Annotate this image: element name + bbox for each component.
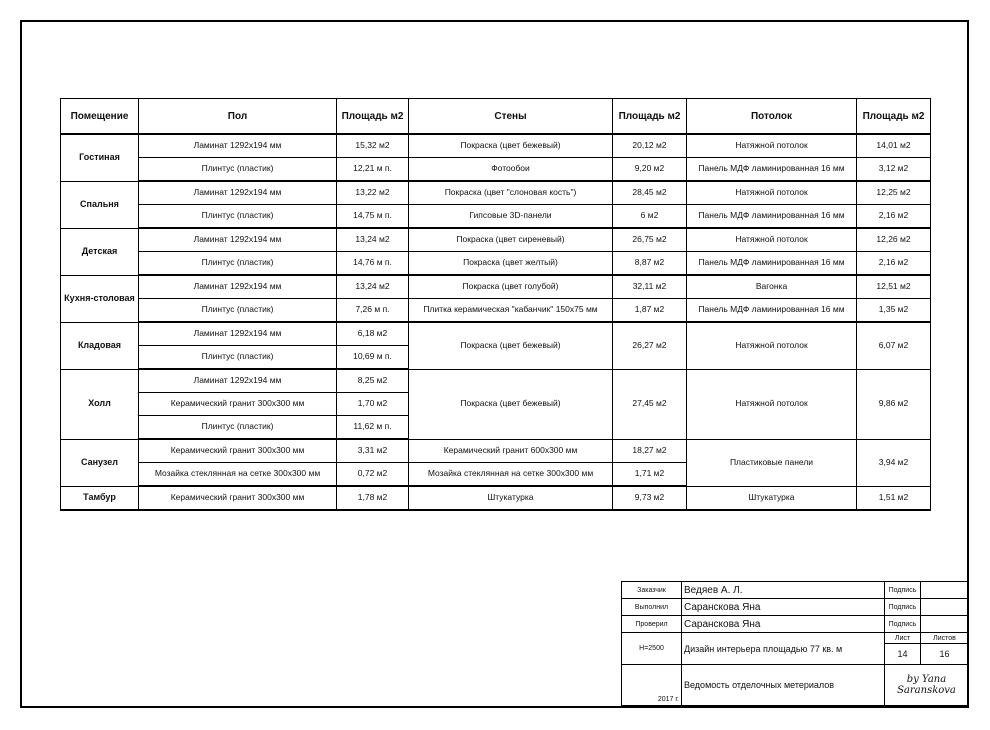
floor-area: 6,18 м2: [337, 322, 409, 346]
floor-material: Плинтус (пластик): [139, 252, 337, 276]
room-name: Детская: [61, 228, 139, 275]
ceiling-area: 6,07 м2: [857, 322, 931, 369]
signature-cell: [921, 616, 969, 633]
wall-area: 32,11 м2: [613, 275, 687, 299]
floor-material: Керамический гранит 300х300 мм: [139, 439, 337, 463]
floor-material: Плинтус (пластик): [139, 205, 337, 229]
wall-material: Гипсовые 3D-панели: [409, 205, 613, 229]
ceiling-material: Вагонка: [687, 275, 857, 299]
wall-area: 9,20 м2: [613, 158, 687, 182]
wall-material: Мозайка стеклянная на сетке 300х300 мм: [409, 463, 613, 487]
document-title: Ведомость отделочных метериалов: [682, 665, 885, 706]
floor-material: Ламинат 1292х194 мм: [139, 275, 337, 299]
wall-area: 28,45 м2: [613, 181, 687, 205]
floor-material: Мозайка стеклянная на сетке 300х300 мм: [139, 463, 337, 487]
floor-area: 8,25 м2: [337, 369, 409, 393]
header-floor: Пол: [139, 99, 337, 135]
room-name: Санузел: [61, 439, 139, 486]
wall-area: 8,87 м2: [613, 252, 687, 276]
wall-material: Плитка керамическая "кабанчик" 150х75 мм: [409, 299, 613, 323]
wall-material: Покраска (цвет голубой): [409, 275, 613, 299]
ceiling-area: 2,16 м2: [857, 252, 931, 276]
header-ceiling-area: Площадь м2: [857, 99, 931, 135]
floor-material: Ламинат 1292х194 мм: [139, 134, 337, 158]
executor-name: Саранскова Яна: [682, 599, 885, 616]
year: 2017 г.: [622, 665, 682, 706]
checker-label: Проверил: [622, 616, 682, 633]
wall-material: Керамический гранит 600х300 мм: [409, 439, 613, 463]
table-row: [61, 228, 931, 252]
floor-material: Плинтус (пластик): [139, 158, 337, 182]
room-name: Кухня-столовая: [61, 275, 139, 322]
table-row: [61, 369, 931, 393]
sheet-number: 14: [885, 644, 921, 665]
header-ceiling: Потолок: [687, 99, 857, 135]
wall-material: Покраска (цвет бежевый): [409, 322, 613, 369]
ceiling-material: Панель МДФ ламинированная 16 мм: [687, 299, 857, 323]
title-block: [621, 581, 969, 706]
ceiling-area: 12,26 м2: [857, 228, 931, 252]
floor-area: 1,78 м2: [337, 486, 409, 510]
ceiling-area: 3,12 м2: [857, 158, 931, 182]
ceiling-area: 12,25 м2: [857, 181, 931, 205]
wall-material: Штукатурка: [409, 486, 613, 510]
ceiling-material: Панель МДФ ламинированная 16 мм: [687, 252, 857, 276]
room-name: Тамбур: [61, 486, 139, 510]
table-row: [61, 134, 931, 158]
floor-area: 14,76 м п.: [337, 252, 409, 276]
header-floor-area: Площадь м2: [337, 99, 409, 135]
wall-area: 1,71 м2: [613, 463, 687, 487]
wall-material: Покраска (цвет сиреневый): [409, 228, 613, 252]
executor-label: Выполнил: [622, 599, 682, 616]
table-header: [61, 99, 931, 135]
wall-area: 26,75 м2: [613, 228, 687, 252]
floor-area: 14,75 м п.: [337, 205, 409, 229]
ceiling-material: Натяжной потолок: [687, 134, 857, 158]
table-row: [61, 158, 931, 182]
floor-area: 7,26 м п.: [337, 299, 409, 323]
ceiling-area: 2,16 м2: [857, 205, 931, 229]
author-signature: [885, 665, 969, 706]
checker-name: Саранскова Яна: [682, 616, 885, 633]
scale: Н=2500: [622, 633, 682, 665]
ceiling-area: 14,01 м2: [857, 134, 931, 158]
wall-area: 26,27 м2: [613, 322, 687, 369]
finishing-materials-table: [60, 98, 931, 511]
floor-area: 3,31 м2: [337, 439, 409, 463]
wall-area: 1,87 м2: [613, 299, 687, 323]
header-walls-area: Площадь м2: [613, 99, 687, 135]
floor-area: 10,69 м п.: [337, 346, 409, 370]
table-row: [61, 439, 931, 463]
table-row: [61, 275, 931, 299]
floor-material: Плинтус (пластик): [139, 346, 337, 370]
floor-material: Керамический гранит 300х300 мм: [139, 486, 337, 510]
room-name: Кладовая: [61, 322, 139, 369]
author-signature-text: by Yana Saranskova: [897, 674, 956, 696]
room-name: Спальня: [61, 181, 139, 228]
ceiling-material: Натяжной потолок: [687, 228, 857, 252]
floor-area: 12,21 м п.: [337, 158, 409, 182]
customer-label: Заказчик: [622, 582, 682, 599]
header-room: Помещение: [61, 99, 139, 135]
ceiling-area: 12,51 м2: [857, 275, 931, 299]
floor-material: Керамический гранит 300х300 мм: [139, 393, 337, 416]
wall-material: Покраска (цвет бежевый): [409, 369, 613, 439]
signature-label: Подпись: [885, 582, 921, 599]
ceiling-area: 9,86 м2: [857, 369, 931, 439]
wall-area: 6 м2: [613, 205, 687, 229]
wall-material: Фотообои: [409, 158, 613, 182]
floor-area: 15,32 м2: [337, 134, 409, 158]
signature-cell: [921, 582, 969, 599]
ceiling-material: Натяжной потолок: [687, 369, 857, 439]
signature-label: Подпись: [885, 616, 921, 633]
floor-area: 13,24 м2: [337, 275, 409, 299]
floor-area: 13,24 м2: [337, 228, 409, 252]
ceiling-material: Панель МДФ ламинированная 16 мм: [687, 205, 857, 229]
sheet-label: Лист: [885, 633, 921, 644]
room-name: Холл: [61, 369, 139, 439]
floor-material: Плинтус (пластик): [139, 416, 337, 440]
wall-material: Покраска (цвет бежевый): [409, 134, 613, 158]
sheets-total: 16: [921, 644, 969, 665]
signature-label: Подпись: [885, 599, 921, 616]
ceiling-material: Штукатурка: [687, 486, 857, 510]
floor-area: 13,22 м2: [337, 181, 409, 205]
wall-area: 27,45 м2: [613, 369, 687, 439]
table-row: [61, 252, 931, 276]
floor-material: Ламинат 1292х194 мм: [139, 322, 337, 346]
ceiling-material: Пластиковые панели: [687, 439, 857, 486]
floor-material: Ламинат 1292х194 мм: [139, 228, 337, 252]
table-row: [61, 299, 931, 323]
table-row: [61, 486, 931, 510]
floor-area: 0,72 м2: [337, 463, 409, 487]
ceiling-material: Натяжной потолок: [687, 181, 857, 205]
ceiling-area: 1,35 м2: [857, 299, 931, 323]
customer-name: Ведяев А. Л.: [682, 582, 885, 599]
project-title: Дизайн интерьера площадью 77 кв. м: [682, 633, 885, 665]
ceiling-material: Натяжной потолок: [687, 322, 857, 369]
floor-material: Ламинат 1292х194 мм: [139, 181, 337, 205]
wall-area: 9,73 м2: [613, 486, 687, 510]
sheets-label: Листов: [921, 633, 969, 644]
wall-material: Покраска (цвет "слоновая кость"): [409, 181, 613, 205]
wall-area: 18,27 м2: [613, 439, 687, 463]
floor-area: 1,70 м2: [337, 393, 409, 416]
floor-material: Плинтус (пластик): [139, 299, 337, 323]
ceiling-area: 1,51 м2: [857, 486, 931, 510]
floor-area: 11,62 м п.: [337, 416, 409, 440]
wall-area: 20,12 м2: [613, 134, 687, 158]
ceiling-material: Панель МДФ ламинированная 16 мм: [687, 158, 857, 182]
header-walls: Стены: [409, 99, 613, 135]
room-name: Гостиная: [61, 134, 139, 181]
table-row: [61, 322, 931, 346]
ceiling-area: 3,94 м2: [857, 439, 931, 486]
floor-material: Ламинат 1292х194 мм: [139, 369, 337, 393]
table-row: [61, 205, 931, 229]
signature-cell: [921, 599, 969, 616]
table-row: [61, 181, 931, 205]
wall-material: Покраска (цвет желтый): [409, 252, 613, 276]
